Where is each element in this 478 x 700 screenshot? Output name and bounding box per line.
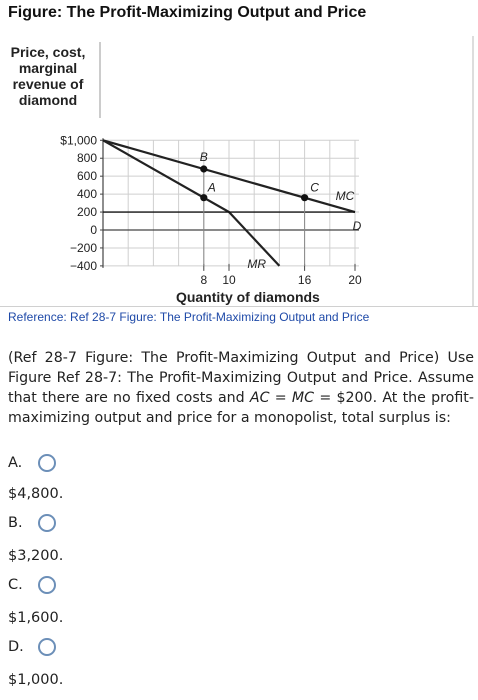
point-label-c: C (310, 180, 319, 195)
option-b-letter: B. (8, 515, 23, 531)
y-axis-label-line: marginal (18, 60, 78, 76)
option-d-row (8, 638, 56, 656)
option-c-row (8, 576, 56, 594)
series-label-d: D (352, 219, 362, 234)
y-tick-label: 800 (76, 151, 97, 166)
option-a-letter: A. (8, 455, 23, 471)
option-d-radio[interactable] (38, 638, 56, 656)
option-b-text: $3,200. (8, 548, 64, 564)
point-label-a: A (207, 180, 216, 195)
series-label-mr: MR (247, 256, 267, 271)
x-tick-label: 8 (200, 272, 208, 287)
y-tick-label: 0 (90, 223, 97, 237)
y-tick-label: 400 (76, 187, 97, 202)
question-part2: = $200. At the profit-maximizing output and price for a monopolist, total surplus is: (8, 390, 474, 426)
option-a-row (8, 454, 56, 472)
y-tick-label: 200 (76, 205, 97, 220)
y-axis-label-line: revenue of (12, 76, 84, 92)
question-text (8, 348, 474, 428)
point-c (301, 194, 308, 201)
y-tick-label: $1,000 (60, 133, 97, 148)
point-b (200, 165, 207, 172)
option-b-radio[interactable] (38, 514, 56, 532)
series-label-mc: MC (335, 189, 355, 204)
question-mc: MC (291, 390, 315, 406)
question-part1: (Ref 28-7 Figure: The Profit-Maximizing Output and Price) Use Figure Ref 28-7: The Profit-Maximizing Output and Price. Assume that there are no fixed costs and (8, 350, 474, 406)
y-tick-label: 600 (76, 169, 97, 184)
option-d-letter: D. (8, 639, 24, 655)
option-d-text: $1,000. (8, 672, 64, 688)
y-axis-label-line: diamond (18, 92, 78, 108)
figure-caption: Reference: Ref 28-7 Figure: The Profit-Maximizing Output and Price (8, 310, 370, 324)
chart (0, 0, 478, 310)
question-ac: AC (249, 390, 270, 406)
y-axis-label-line: Price, cost, (10, 44, 86, 60)
question-eq: = (269, 390, 292, 406)
series-line-mr (103, 140, 279, 266)
figure-title: Figure: The Profit-Maximizing Output and Price (8, 4, 367, 21)
option-a-text: $4,800. (8, 486, 64, 502)
point-label-b: B (199, 150, 208, 165)
option-c-letter: C. (8, 577, 23, 593)
axes (60, 133, 362, 305)
x-tick-label: 20 (348, 272, 362, 287)
option-a-radio[interactable] (38, 454, 56, 472)
x-tick-label: 10 (222, 272, 236, 287)
option-b-row (8, 514, 56, 532)
caption-divider (0, 306, 478, 307)
y-tick-label: −200 (69, 240, 97, 255)
option-c-radio[interactable] (38, 576, 56, 594)
y-tick-label: −400 (69, 258, 97, 273)
point-a (200, 194, 207, 201)
option-c-text: $1,600. (8, 610, 64, 626)
x-axis-title: Quantity of diamonds (175, 288, 320, 305)
x-tick-label: 16 (297, 272, 312, 287)
